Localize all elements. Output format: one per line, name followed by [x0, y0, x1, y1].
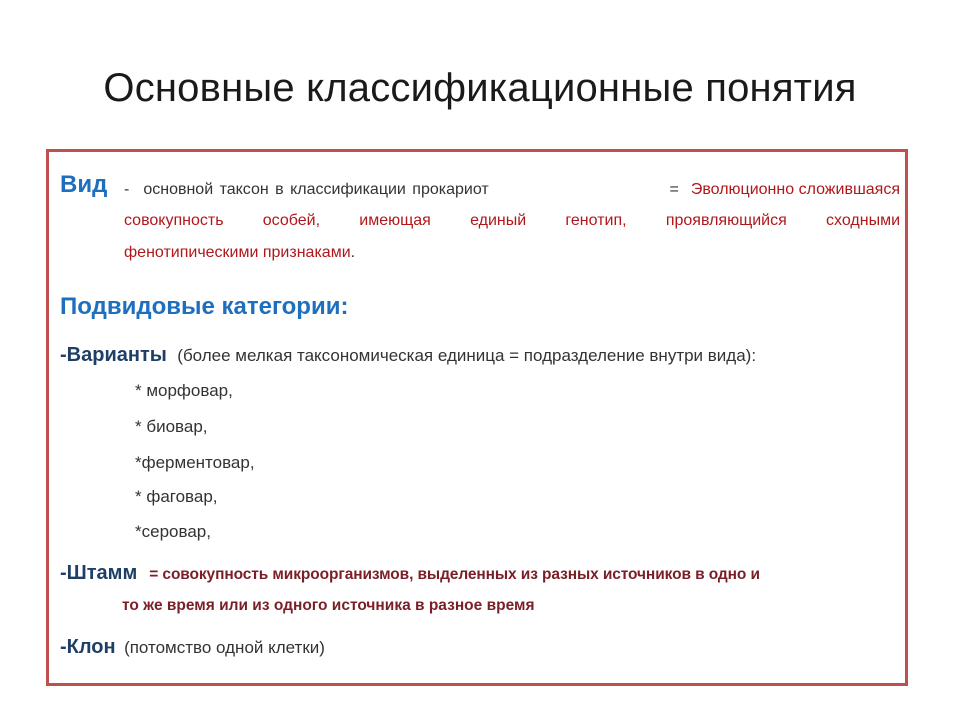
species-line3 [124, 244, 355, 262]
clone-note: (потомство одной клетки) [124, 638, 325, 657]
variant-item-biovar: * биовар, [135, 417, 208, 436]
strain-def-line1: = совокупность микроорганизмов, выделенных из разных источников в одно и [149, 566, 760, 583]
strain-def-line2: то же время или из одного источника в разное время [122, 597, 535, 614]
strain-line1 [60, 562, 902, 585]
species-red-line3: фенотипическими признаками [124, 244, 351, 261]
species-term: Вид [60, 171, 108, 198]
variant-item-fermentovar: *ферментовар, [135, 453, 255, 472]
variants-note: (более мелкая таксономическая единица = подразделение внутри вида): [177, 346, 757, 365]
clone-line [60, 636, 325, 659]
species-red-line2: совокупность особей, имеющая единый генотип, проявляющийся сходными [124, 212, 900, 229]
variant-item-serovar: *серовар, [135, 522, 211, 541]
variant-item-phagovar: * фаговар, [135, 487, 218, 506]
variants-line [60, 344, 756, 367]
clone-term: -Клон [60, 636, 116, 658]
species-red-first: Эволюционно сложившаяся [690, 181, 900, 198]
species-equals: = [669, 181, 679, 198]
species-definition-start: основной таксон в классификации прокариот [143, 181, 489, 198]
slide-title: Основные классификационные понятия [103, 66, 857, 110]
species-period: . [350, 244, 356, 261]
species-dash: - [124, 181, 130, 198]
variants-term: -Варианты [60, 344, 167, 366]
strain-term: -Штамм [60, 562, 138, 584]
subspecies-heading: Подвидовые категории: [60, 293, 349, 320]
species-line1 [124, 181, 900, 199]
variant-item-morphovar: * морфовар, [135, 381, 233, 400]
